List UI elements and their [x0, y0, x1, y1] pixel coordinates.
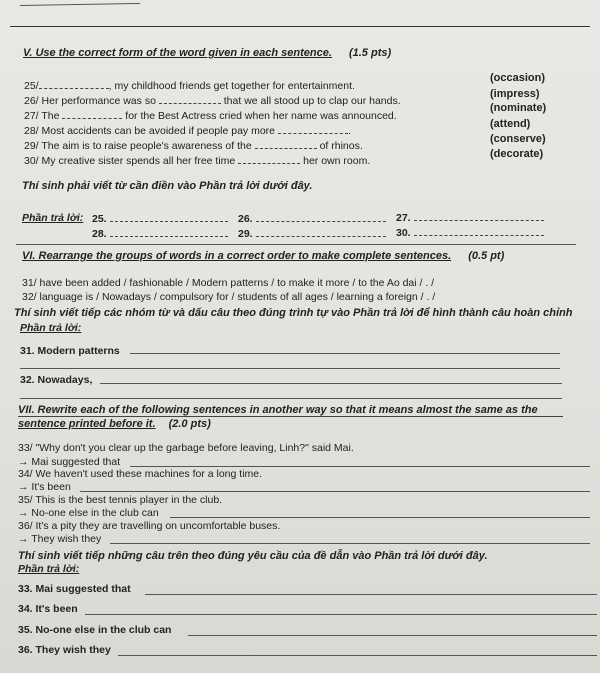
section5-heading: V. Use the correct form of the word given in each sentence. (1.5 pts)	[23, 47, 392, 59]
word-27: (nominate)	[490, 102, 547, 114]
answer-32-line[interactable]	[100, 383, 562, 384]
question-35: 35/ This is the best tennis player in the club.	[18, 494, 223, 506]
question-36-stem: → They wish they	[18, 533, 102, 545]
answer-34-label: 34. It's been	[18, 603, 78, 615]
answer-31-line[interactable]	[130, 353, 560, 354]
question-30: 30/ My creative sister spends all her free time her own room.	[24, 155, 371, 167]
section7-instruction: Thí sinh viết tiếp những câu trên theo đúng yêu cầu của đề dẫn vào Phần trả lời dưới đây.	[18, 550, 488, 562]
question-35-line[interactable]	[170, 517, 590, 518]
answer-33-label: 33. Mai suggested that	[18, 583, 131, 595]
question-33-stem: → Mai suggested that	[18, 456, 121, 468]
heading7-underline	[18, 416, 563, 417]
section6-instruction: Thí sinh viết tiếp các nhóm từ và dấu câu theo đúng trình tự vào Phần trả lời để hình thành câu hoàn chỉnh	[14, 307, 573, 319]
question-28: 28/ Most accidents can be avoided if people pay more .	[24, 125, 351, 137]
answer-31-line-2[interactable]	[20, 368, 560, 369]
question-34: 34/ We haven't used these machines for a long time.	[18, 468, 263, 480]
divider-6	[16, 244, 576, 245]
answer-29[interactable]: 29.	[238, 227, 386, 240]
question-35-stem: → No-one else in the club can	[18, 507, 159, 519]
word-30: (decorate)	[490, 148, 544, 160]
question-34-line[interactable]	[80, 491, 590, 492]
question-34-stem: → It's been	[18, 481, 71, 493]
question-33: 33/ "Why don't you clear up the garbage before leaving, Linh?" said Mai.	[18, 442, 354, 454]
question-33-line[interactable]	[130, 466, 590, 467]
answer-36-label: 36. They wish they	[18, 644, 111, 656]
answer-35-label: 35. No-one else in the club can	[18, 624, 172, 636]
word-25: (occasion)	[490, 72, 546, 84]
section5-instruction: Thí sinh phải viết từ cần điền vào Phần trả lời dưới đây.	[22, 180, 313, 192]
answer-36-line[interactable]	[118, 655, 597, 656]
question-31: 31/ have been added / fashionable / Modern patterns / to make it more / to the Ao dai / . /	[22, 277, 435, 289]
question-27: 27/ The for the Best Actress cried when her name was announced.	[24, 110, 397, 122]
section6-answer-label: Phần trả lời:	[20, 322, 82, 334]
answer-28[interactable]: 28.	[92, 227, 228, 240]
question-25: 25/ , my childhood friends get together for entertainment.	[24, 80, 355, 92]
word-29: (conserve)	[490, 133, 546, 145]
answer-27[interactable]: 27.	[396, 211, 544, 224]
answer-35-line[interactable]	[188, 635, 597, 636]
word-26: (impress)	[490, 88, 540, 100]
section6-heading: VI. Rearrange the groups of words in a correct order to make complete sentences. (0.5 pt)	[22, 250, 505, 262]
question-26: 26/ Her performance was so that we all stood up to clap our hands.	[24, 95, 401, 107]
section7-heading-line2: sentence printed before it. (2.0 pts)	[18, 418, 211, 430]
question-36-line[interactable]	[110, 543, 590, 544]
section5-answer-label: Phần trả lời:	[22, 212, 84, 224]
answer-30[interactable]: 30.	[396, 226, 544, 239]
question-36: 36/ It's a pity they are travelling on uncomfortable buses.	[18, 520, 281, 532]
section7-heading-line1: VII. Rewrite each of the following sentences in another way so that it means almost the same as the	[18, 404, 538, 416]
header-rule	[10, 26, 590, 27]
section7-answer-label: Phần trả lời:	[18, 563, 80, 575]
top-rule	[20, 3, 140, 6]
answer-32-label: 32. Nowadays,	[20, 374, 93, 386]
question-29: 29/ The aim is to raise people's awareness of the of rhinos.	[24, 140, 363, 152]
answer-31-label: 31. Modern patterns	[20, 345, 120, 357]
question-32: 32/ language is / Nowadays / compulsory for / students of all ages / learning a foreign / . /	[22, 291, 436, 303]
answer-34-line[interactable]	[85, 614, 597, 615]
answer-25[interactable]: 25.	[92, 212, 228, 225]
answer-26[interactable]: 26.	[238, 212, 386, 225]
answer-32-line-2[interactable]	[20, 398, 562, 399]
answer-33-line[interactable]	[145, 594, 597, 595]
word-28: (attend)	[490, 118, 531, 130]
